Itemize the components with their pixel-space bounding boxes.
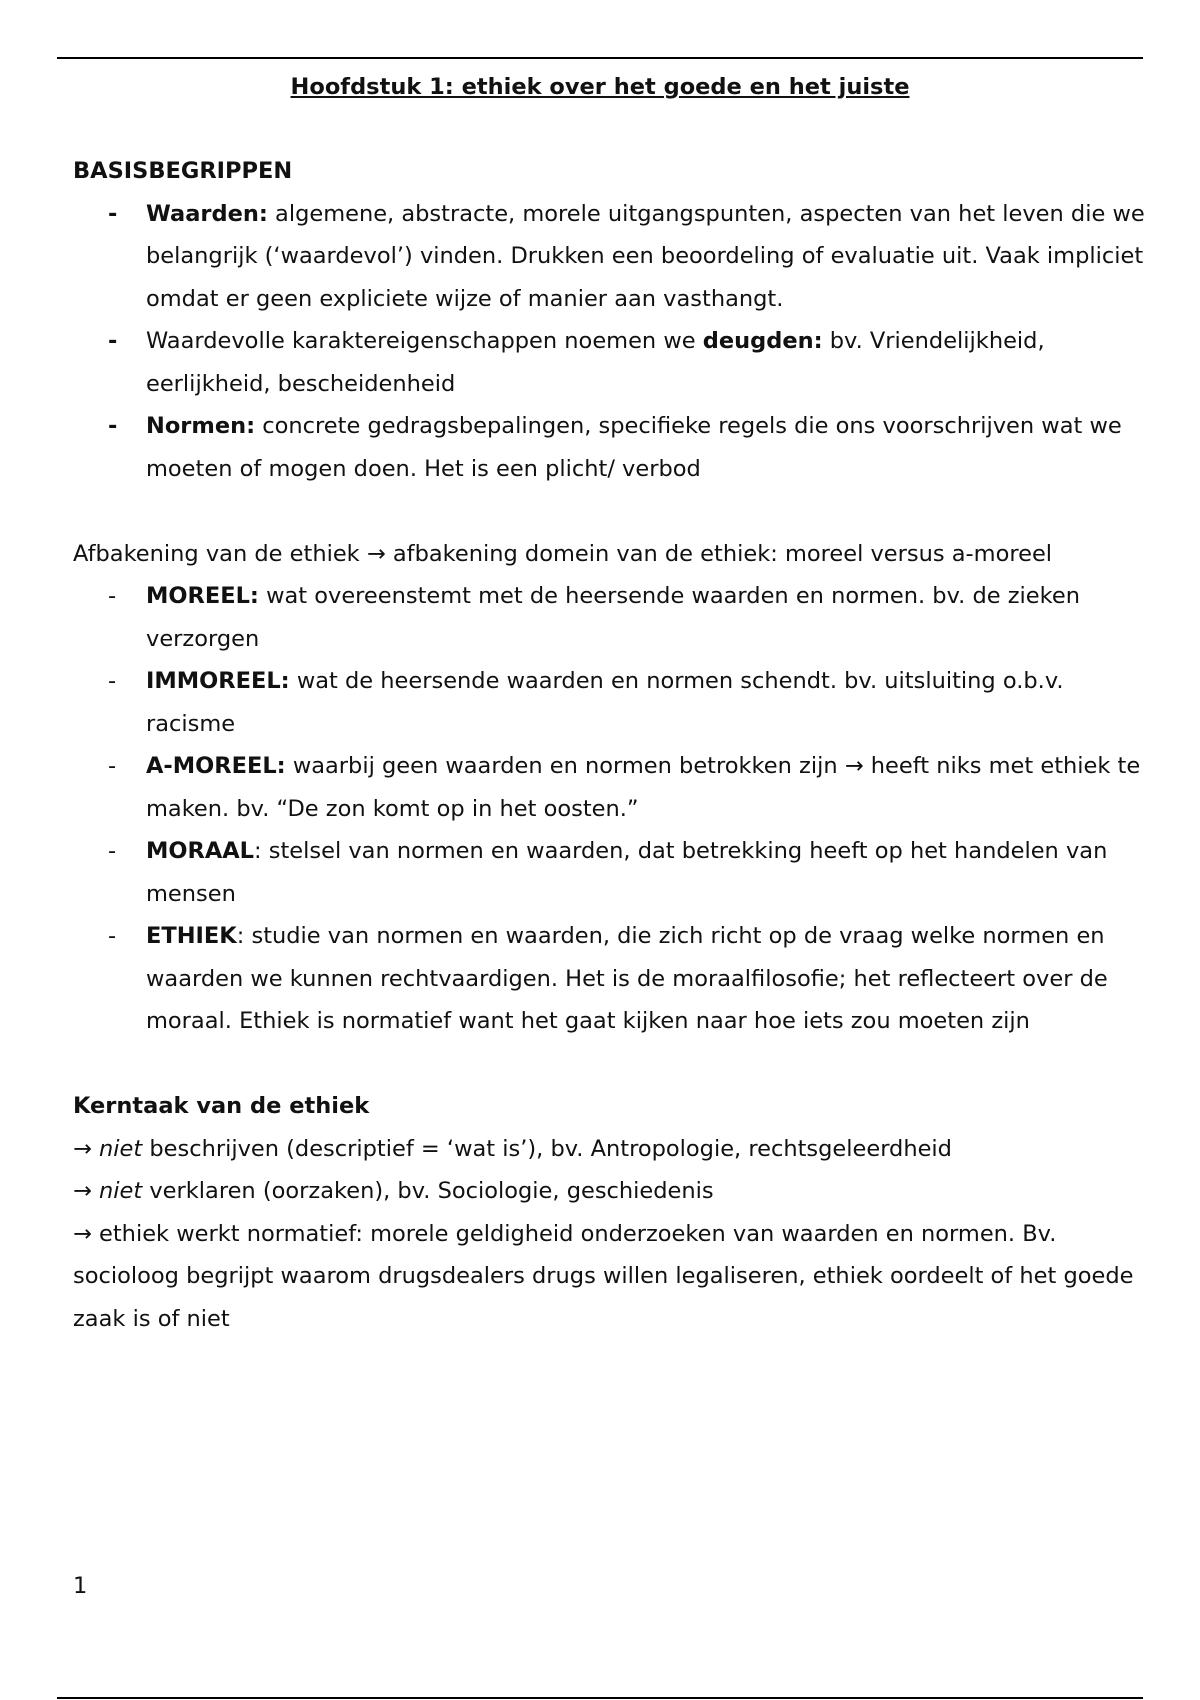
spacer (73, 490, 1153, 533)
term: deugden: (702, 328, 823, 354)
term: A-MOREEL: (146, 753, 286, 779)
bullet-dash: - (108, 668, 117, 694)
term: Normen: (146, 413, 256, 439)
arrow-right-icon: → (73, 1135, 100, 1162)
afbakening-list (73, 575, 1153, 1043)
line-text: ethiek werkt normatief: morele geldigheid onderzoeken van waarden en normen. Bv. socioloog begrijpt waarom drugsdealers drugs willen legaliseren, ethiek oordeelt of het goede zaak is of niet (73, 1220, 1134, 1332)
line-text: verklaren (oorzaken), bv. Sociologie, geschiedenis (142, 1178, 714, 1204)
section-heading-basisbegrippen: BASISBEGRIPPEN (73, 158, 293, 184)
spacer (73, 1043, 1153, 1086)
term: MOREEL: (146, 583, 259, 609)
line-text: beschrijven (descriptief = ‘wat is’), bv. Antropologie, rechtsgeleerdheid (142, 1135, 952, 1162)
emphasis: niet (99, 1135, 143, 1162)
list-item (73, 405, 1153, 490)
basisbegrippen-list (73, 193, 1153, 491)
bullet-dash: - (108, 328, 118, 354)
page-number: 1 (73, 1573, 88, 1599)
definition: wat de heersende waarden en normen schendt. bv. uitsluiting o.b.v. racisme (146, 668, 1064, 737)
definition: concrete gedragsbepalingen, specifieke regels die ons voorschrijven wat we moeten of mogen doen. Het is een plicht/ verbod (146, 413, 1122, 482)
document-title: Hoofdstuk 1: ethiek over het goede en het juiste (290, 74, 910, 100)
list-item (73, 575, 1153, 660)
top-rule (57, 57, 1143, 59)
arrow-right-icon: → (73, 1220, 100, 1247)
kerntaak-line (73, 1170, 1153, 1213)
list-item (73, 745, 1153, 830)
bullet-dash: - (108, 583, 117, 609)
kerntaak-line (73, 1213, 1153, 1341)
section-heading-kerntaak: Kerntaak van de ethiek (73, 1093, 370, 1119)
term: Waarden: (146, 200, 268, 227)
bottom-rule (57, 1697, 1143, 1699)
kerntaak-line (73, 1128, 1153, 1171)
bullet-dash: - (108, 753, 117, 779)
definition: waarbij geen waarden en normen betrokken zijn → heeft niks met ethiek te maken. bv. “De zon komt op in het oosten.” (146, 753, 1141, 822)
lead-text: Waardevolle karaktereigenschappen noemen we (146, 328, 703, 354)
term: MORAAL (146, 838, 255, 864)
afbakening-intro: Afbakening van de ethiek → afbakening domein van de ethiek: moreel versus a-moreel (73, 540, 1053, 567)
definition: wat overeenstemt met de heersende waarden en normen. bv. de zieken verzorgen (146, 583, 1080, 652)
list-item (73, 830, 1153, 915)
list-item (73, 193, 1153, 321)
term: IMMOREEL: (146, 668, 290, 694)
definition: bv. Vriendelijkheid, eerlijkheid, bescheidenheid (146, 328, 1045, 397)
bullet-dash: - (108, 923, 117, 949)
bullet-dash: - (108, 838, 117, 864)
emphasis: niet (99, 1178, 143, 1204)
bullet-dash: - (108, 200, 118, 227)
arrow-right-icon: → (73, 1178, 100, 1204)
list-item (73, 660, 1153, 745)
document-body (73, 150, 1153, 1340)
definition: : stelsel van normen en waarden, dat betrekking heeft op het handelen van mensen (146, 838, 1108, 907)
definition: algemene, abstracte, morele uitgangspunten, aspecten van het leven die we belangrijk (‘waardevol’) vinden. Drukken een beoordeling of evaluatie uit. Vaak impliciet omdat er geen expliciete wijze of manier aan vasthangt. (146, 200, 1145, 312)
definition: : studie van normen en waarden, die zich richt op de vraag welke normen en waarden we kunnen rechtvaardigen. Het is de moraalfilosofie; het reflecteert over de moraal. Ethiek is normatief want het gaat kijken naar hoe iets zou moeten zijn (146, 923, 1108, 1034)
list-item (73, 915, 1153, 1043)
bullet-dash: - (108, 413, 118, 439)
term: ETHIEK (146, 923, 237, 949)
list-item (73, 320, 1153, 405)
